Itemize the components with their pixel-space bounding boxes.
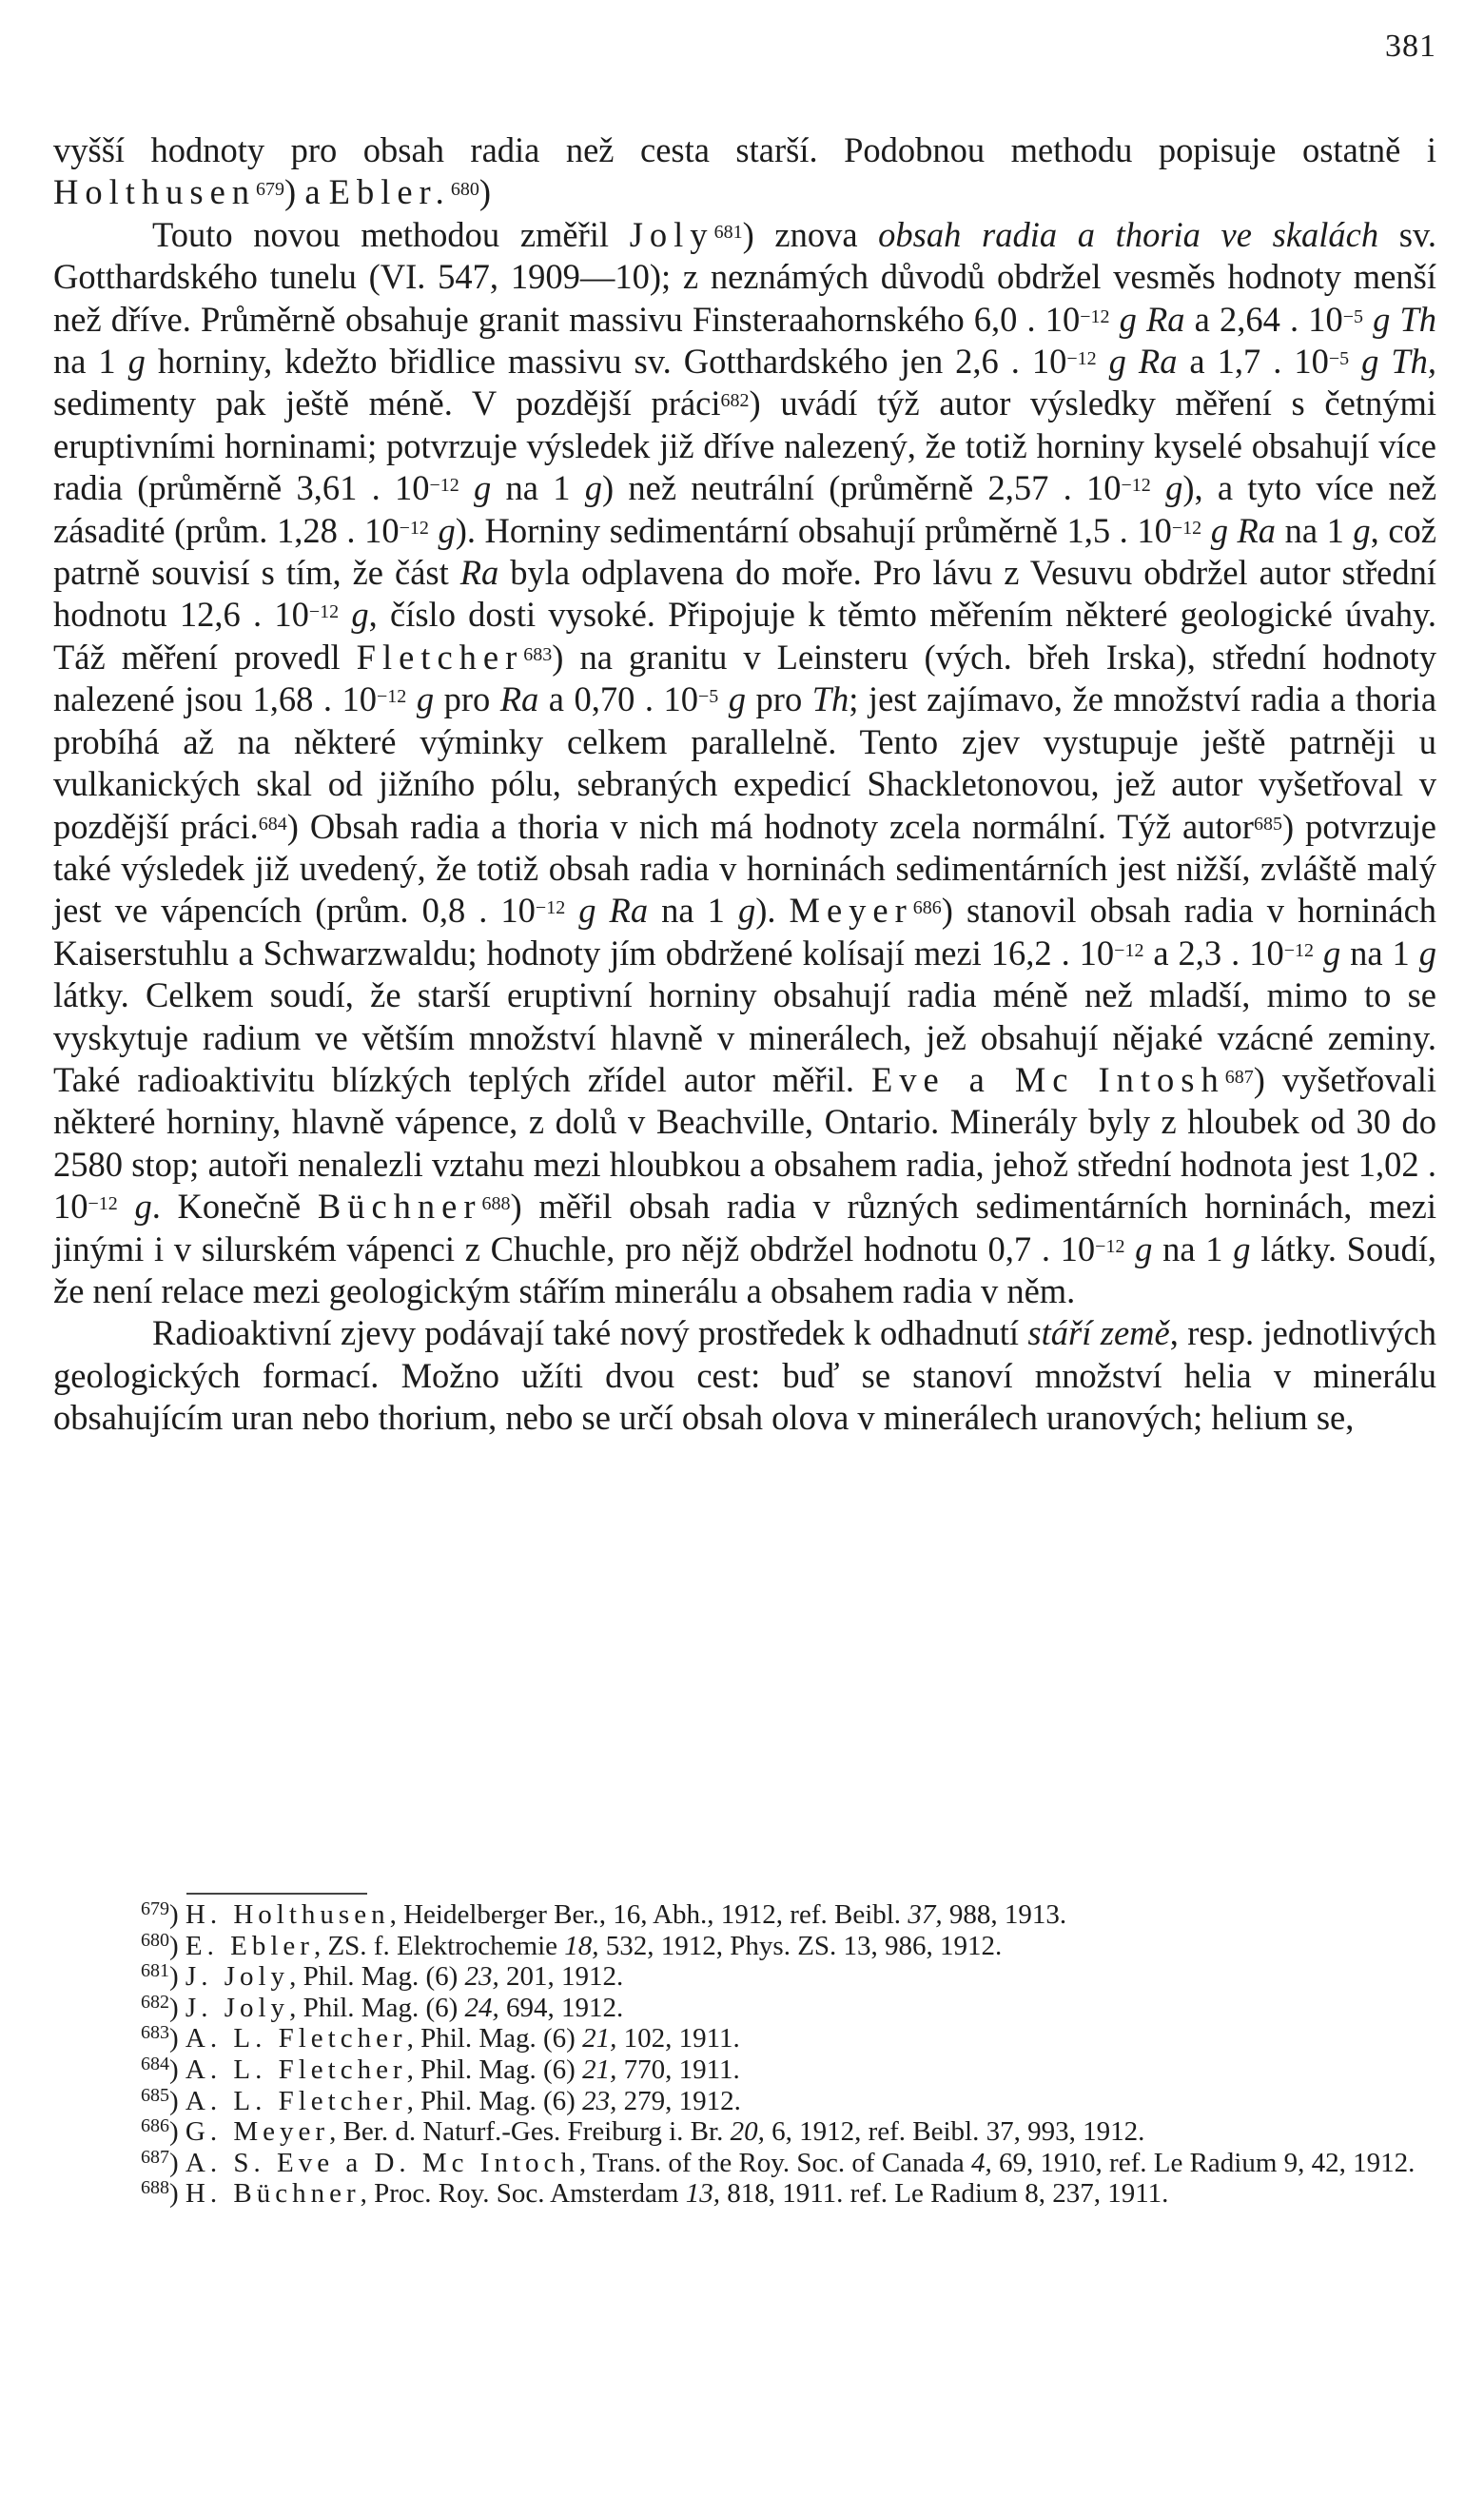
footnote-680: $^{680}$) E. Ebler, ZS. f. Elektrochemie 18, 532, 1912, Phys. ZS. 13, 986, 1912.: [141, 1929, 1003, 1961]
author-holthusen: Holthusen: [53, 172, 257, 212]
footnote-ref-679[interactable]: 679: [256, 179, 285, 201]
main-text: [53, 129, 1436, 1440]
footnote-ref-688[interactable]: 688: [481, 1193, 511, 1215]
page-number: 381: [1385, 29, 1436, 64]
footnote-ref-686[interactable]: 686: [912, 897, 942, 919]
footnote-ref-682[interactable]: 682: [720, 390, 750, 412]
footnote-ref-685[interactable]: 685: [1253, 813, 1282, 835]
author-joly: Joly: [629, 214, 714, 254]
author-meyer: Meyer: [789, 891, 913, 931]
footnote-684: $^{684}$) A. L. Fletcher, Phil. Mag. (6) 21, 770, 1911.: [141, 2053, 740, 2085]
footnote-686: $^{686}$) G. Meyer, Ber. d. Naturf.-Ges. Freiburg i. Br. 20, 6, 1912, ref. Beibl. 37, 993, 1912.: [141, 2115, 1145, 2148]
paragraph-3: Radioaktivní zjevy podávají také nový prostředek k odhadnutí stáří země, resp. jednotlivých geologických formací. Možno užíti dvou cest: buď se stanoví množství helia v minerálu obsahujícím uran nebo thorium, nebo se určí obsah olova v minerálech uranových; helium se,: [53, 1313, 1437, 1438]
footnote-681: $^{681}$) J. Joly, Phil. Mag. (6) 23, 201, 1912.: [141, 1960, 624, 1993]
author-fletcher: Fletcher: [356, 637, 524, 677]
footnote-ref-687[interactable]: 687: [1224, 1066, 1254, 1088]
footnote-ref-683[interactable]: 683: [523, 643, 553, 665]
footnote-682: $^{682}$) J. Joly, Phil. Mag. (6) 24, 694, 1912.: [141, 1991, 624, 2023]
footnote-683: $^{683}$) A. L. Fletcher, Phil. Mag. (6) 21, 102, 1911.: [141, 2022, 740, 2054]
author-ebler: Ebler.: [328, 172, 451, 212]
paragraph-2: Touto novou methodou změřil Joly$^{681}$) znova obsah radia a thoria ve skalách sv. Gotthardského tunelu (VI. 547, 1909—10); z neznámých důvodů obdržel vesměs hodnoty menší než dříve. Průměrně obsahuje granit massivu Finsteraahornského 6,0 . 10$^{-12}$ g Ra a 2,64 . 10$^{-5}$ g Th na 1 g horniny, kdežto břidlice massivu sv. Gotthardského jen 2,6 . 10$^{-12}$ g Ra a 1,7 . 10$^{-5}$ g Th, sedimenty pak ještě méně. V pozdější práci$^{682}$) uvádí týž autor výsledky měření s četnými eruptivními horninami; potvrzuje výsledek již dříve nalezený, že totiž horniny kyselé obsahují více radia (průměrně 3,61 . 10$^{-12}$ g na 1 g) než neutrální (průměrně 2,57 . 10$^{-12}$ g), a tyto více než zásadité (prům. 1,28 . 10$^{-12}$ g). Horniny sedimentární obsahují průměrně 1,5 . 10$^{-12}$ g Ra na 1 g, což patrně souvisí s tím, že část Ra byla odplavena do moře. Pro lávu z Vesuvu obdržel autor střední hodnotu 12,6 . 10$^{-12}$ g, číslo dosti vysoké. Připojuje k těmto měřením některé geologické úvahy. Táž měření provedl Fletcher$^{683}$) na granitu v Leinsteru (vých. břeh Irska), střední hodnoty nalezené jsou 1,68 . 10$^{-12}$ g pro Ra a 0,70 . 10$^{-5}$ g pro Th; jest zajímavo, že množství radia a thoria probíhá až na některé výminky celkem parallelně. Tento zjev vystupuje ještě patrněji u vulkanických skal od jižního pólu, sebraných expedicí Shackletonovou, jež autor vyšetřoval v pozdější práci.$^{684}$) Obsah radia a thoria v nich má hodnoty zcela normální. Týž autor$^{685}$) potvrzuje také výsledek již uvedený, že totiž obsah radia v horninách sedimentárních jest nižší, zvláště malý jest ve vápencích (prům. 0,8 . 10$^{-12}$ g Ra na 1 g). Meyer$^{686}$) stanovil obsah radia v horninách Kaiserstuhlu a Schwarzwaldu; hodnoty jím obdržené kolísají mezi 16,2 . 10$^{-12}$ a 2,3 . 10$^{-12}$ g na 1 g látky. Celkem soudí, že starší eruptivní horniny obsahují radia méně než mladší, mimo to se vyskytuje radium ve větším množství hlavně v minerálech, jež obsahují nějaké vzácné zeminy. Také radioaktivitu blízkých teplých zřídel autor měřil. Eve a Mc Intosh$^{687}$) vyšetřovali některé horniny, hlavně vápence, z dolů v Beachville, Ontario. Minerály byly z hloubek od 30 do 2580 stop; autoři nenalezli vztahu mezi hloubkou a obsahem radia, jehož střední hodnota jest 1,02 . 10$^{-12}$ g. Konečně Büchner$^{688}$) měřil obsah radia v různých sedimentárních horninách, mezi jinými i v silurském vápenci z Chuchle, pro nějž obdržel hodnotu 0,7 . 10$^{-12}$ g na 1 g látky. Soudí, že není relace mezi geologickým stářím minerálu a obsahem radia v něm.: [53, 214, 1437, 1310]
emphasis-text: stáří země: [1027, 1313, 1170, 1353]
footnote-ref-680[interactable]: 680: [450, 179, 479, 201]
book-page: [53, 0, 1436, 2516]
author-eve-mcintosh: Eve a Mc Intosh: [870, 1059, 1225, 1099]
footnote-679: $^{679}$) H. Holthusen, Heidelberger Ber., 16, Abh., 1912, ref. Beibl. 37, 988, 1913.: [141, 1898, 1067, 1930]
footnote-687: $^{687}$) A. S. Eve a D. Mc Intoch, Trans. of the Roy. Soc. of Canada 4, 69, 1910, ref. Le Radium 9, 42, 1912.: [141, 2146, 1416, 2178]
author-buchner: Büchner: [317, 1187, 482, 1227]
footnote-685: $^{685}$) A. L. Fletcher, Phil. Mag. (6) 23, 279, 1912.: [141, 2084, 741, 2116]
footnote-ref-681[interactable]: 681: [713, 221, 743, 243]
emphasis-text: obsah radia a thoria ve skalách: [878, 214, 1379, 254]
footnote-ref-684[interactable]: 684: [258, 813, 287, 835]
paragraph-1: vyšší hodnoty pro obsah radia než cesta starší. Podobnou methodu popisuje ostatně i Holthusen$^{679}$) a Ebler.$^{680}$): [53, 130, 1436, 212]
footnote-divider: [186, 1893, 367, 1895]
footnotes: [53, 1899, 1436, 2210]
footnote-688: $^{688}$) H. Büchner, Proc. Roy. Soc. Amsterdam 13, 818, 1911. ref. Le Radium 8, 237, 1911.: [141, 2177, 1169, 2210]
